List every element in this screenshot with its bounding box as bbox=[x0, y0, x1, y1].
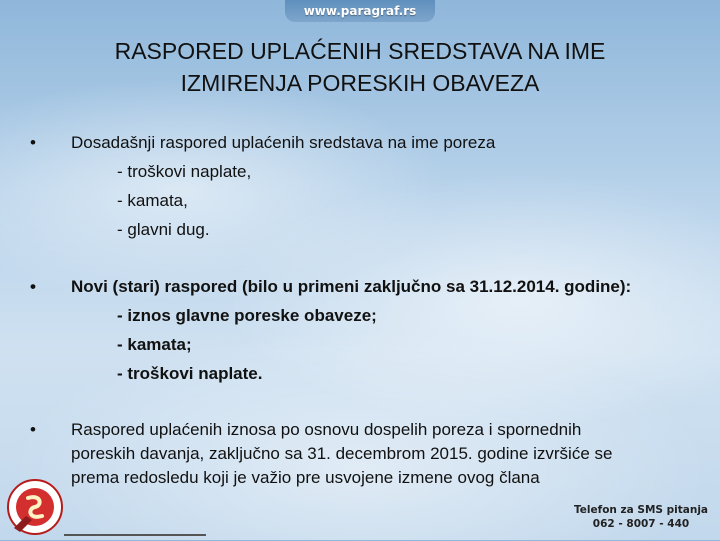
site-url: www.paragraf.rs bbox=[303, 4, 417, 18]
bullet-1-text: Dosadašnji raspored uplaćenih sredstava na ime poreza bbox=[71, 133, 496, 152]
sms-number: 062 - 8007 - 440 bbox=[592, 518, 690, 530]
footer-divider bbox=[64, 534, 206, 536]
bullet-1-item-1: - troškovi naplate, bbox=[117, 162, 252, 181]
bullet-2-item-1: - iznos glavne poreske obaveze; bbox=[117, 306, 377, 325]
bullet-3-line-1: Raspored uplaćenih iznosa po osnovu dospelih poreza i spornednih bbox=[71, 420, 582, 439]
bullet-dot: • bbox=[30, 420, 36, 439]
bullet-2-item-3: - troškovi naplate. bbox=[117, 364, 263, 383]
sms-contact bbox=[574, 503, 708, 531]
sms-label: Telefon za SMS pitanja bbox=[574, 504, 708, 516]
bullet-2-text: Novi (stari) raspored (bilo u primeni zaključno sa 31.12.2014. godine): bbox=[71, 277, 632, 296]
site-banner bbox=[285, 0, 435, 22]
bullet-1-item-3: - glavni dug. bbox=[117, 220, 210, 239]
bullet-dot: • bbox=[30, 133, 36, 152]
title-line-1: RASPORED UPLAĆENIH SREDSTAVA NA IME bbox=[114, 38, 606, 64]
bullet-3-text bbox=[71, 418, 671, 490]
bullet-dot: • bbox=[30, 277, 36, 296]
bullet-1-item-2: - kamata, bbox=[117, 191, 188, 210]
bullet-3-line-3: prema redosledu koji je važio pre usvojene izmene ovog člana bbox=[71, 468, 540, 487]
page-title bbox=[40, 35, 680, 99]
bullet-2-item-2: - kamata; bbox=[117, 335, 192, 354]
paragraf-logo bbox=[6, 478, 64, 536]
paragraf-seal-icon bbox=[6, 478, 64, 536]
bullet-3-line-2: poreskih davanja, zaključno sa 31. decembrom 2015. godine izvršiće se bbox=[71, 444, 613, 463]
title-line-2: IZMIRENJA PORESKIH OBAVEZA bbox=[180, 70, 540, 96]
